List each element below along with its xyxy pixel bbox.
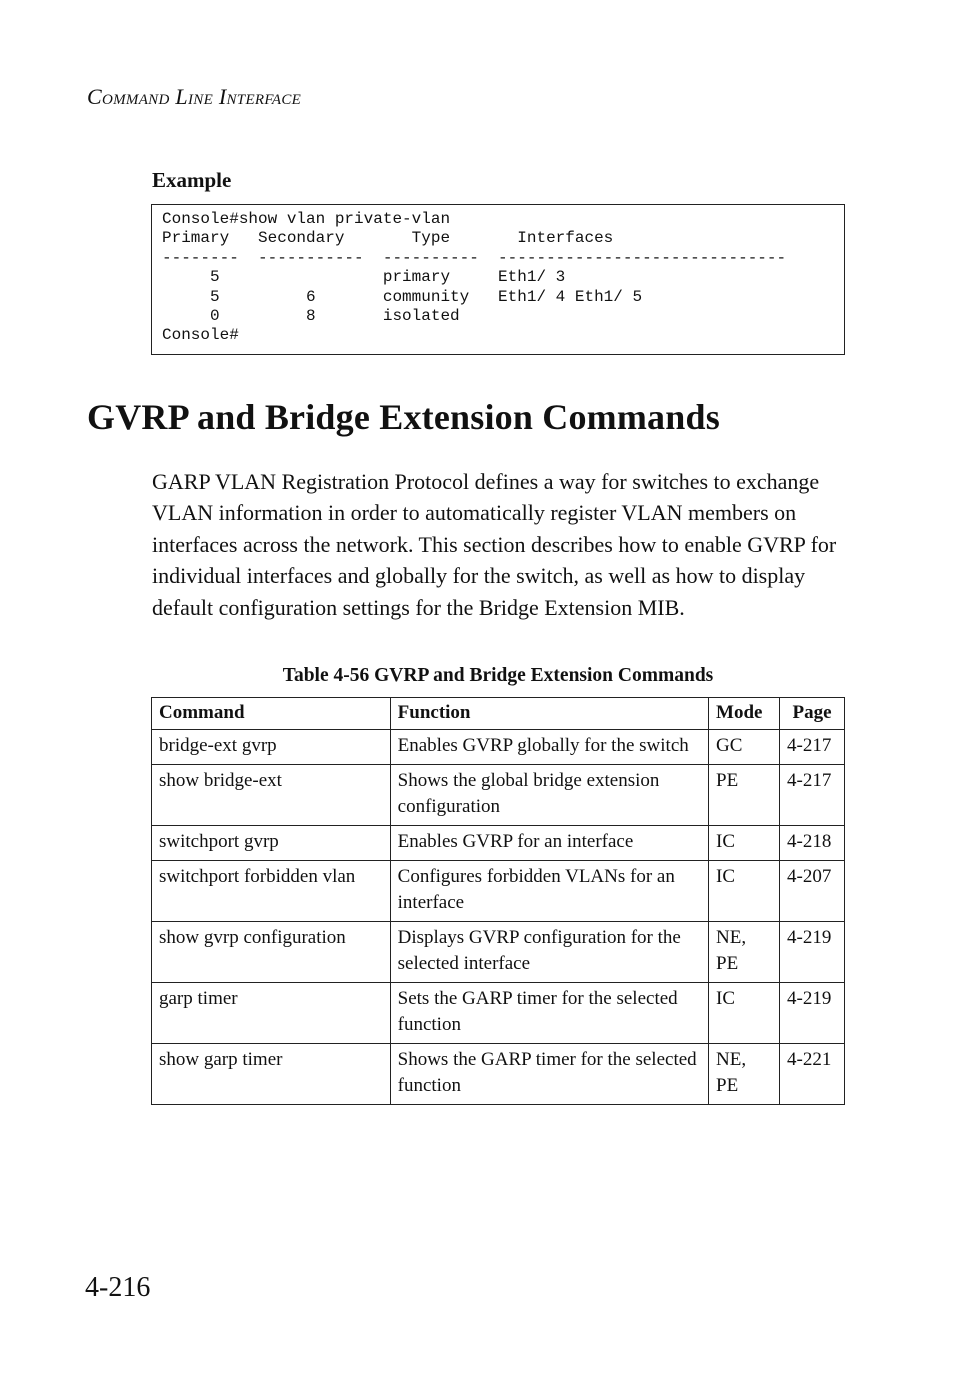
- cell-function: Enables GVRP globally for the switch: [390, 730, 708, 765]
- table-caption: Table 4-56 GVRP and Bridge Extension Commands: [282, 665, 714, 686]
- cell-command: garp timer: [152, 983, 391, 1044]
- cell-function: Displays GVRP configuration for the selected interface: [390, 922, 708, 983]
- cell-page: 4-219: [780, 983, 845, 1044]
- table-row: [152, 861, 845, 922]
- cell-function: Enables GVRP for an interface: [390, 826, 708, 861]
- cell-page: 4-217: [780, 765, 845, 826]
- table-row: [152, 765, 845, 826]
- running-header-word-2: LINE: [175, 84, 214, 109]
- header-page: Page: [780, 698, 845, 730]
- running-header-word-3: INTERFACE: [218, 84, 302, 109]
- cell-command: switchport forbidden vlan: [152, 861, 391, 922]
- header-command: Command: [152, 698, 391, 730]
- cell-mode: IC: [709, 983, 780, 1044]
- cell-function: Configures forbidden VLANs for an interface: [390, 861, 708, 922]
- cell-page: 4-221: [780, 1044, 845, 1105]
- section-title: GVRP and Bridge Extension Commands: [87, 397, 720, 437]
- cell-mode: NE, PE: [709, 1044, 780, 1105]
- running-header: [87, 84, 301, 110]
- cell-function: Shows the global bridge extension configuration: [390, 765, 708, 826]
- cell-page: 4-218: [780, 826, 845, 861]
- cell-page: 4-219: [780, 922, 845, 983]
- cell-command: show gvrp configuration: [152, 922, 391, 983]
- cell-command: show garp timer: [152, 1044, 391, 1105]
- intro-paragraph: GARP VLAN Registration Protocol defines a way for switches to exchange VLAN information in order to automatically register VLAN members on interfaces across the network. This section describes how to enable GVRP for individual interfaces and globally for the switch, as well as how to display default configuration settings for the Bridge Extension MIB.: [152, 469, 837, 620]
- cell-command: bridge-ext gvrp: [152, 730, 391, 765]
- table-header-row: [152, 698, 845, 730]
- commands-table: [151, 697, 845, 1105]
- running-header-word-1: COMMAND: [87, 84, 170, 109]
- code-example-box: [151, 204, 845, 355]
- table-row: [152, 1044, 845, 1105]
- example-heading: Example: [152, 168, 232, 192]
- cell-command: show bridge-ext: [152, 765, 391, 826]
- cell-mode: GC: [709, 730, 780, 765]
- cell-page: 4-207: [780, 861, 845, 922]
- header-function: Function: [390, 698, 708, 730]
- cell-function: Sets the GARP timer for the selected function: [390, 983, 708, 1044]
- table-row: [152, 730, 845, 765]
- cell-mode: PE: [709, 765, 780, 826]
- page-number: 4-216: [85, 1272, 151, 1303]
- table-row: [152, 922, 845, 983]
- cell-mode: IC: [709, 826, 780, 861]
- cell-mode: IC: [709, 861, 780, 922]
- header-mode: Mode: [709, 698, 780, 730]
- table-row: [152, 983, 845, 1044]
- table-row: [152, 826, 845, 861]
- cell-page: 4-217: [780, 730, 845, 765]
- cell-function: Shows the GARP timer for the selected function: [390, 1044, 708, 1105]
- cell-mode: NE, PE: [709, 922, 780, 983]
- cell-command: switchport gvrp: [152, 826, 391, 861]
- code-example-text: Console#show vlan private-vlan Primary Secondary Type Interfaces -------- ----------- ---------- ------------------------------ 5 primary Eth1/ 3 5 6 community Eth1/ 4 Eth1/ 5 0 8 isolated Console#: [162, 210, 787, 345]
